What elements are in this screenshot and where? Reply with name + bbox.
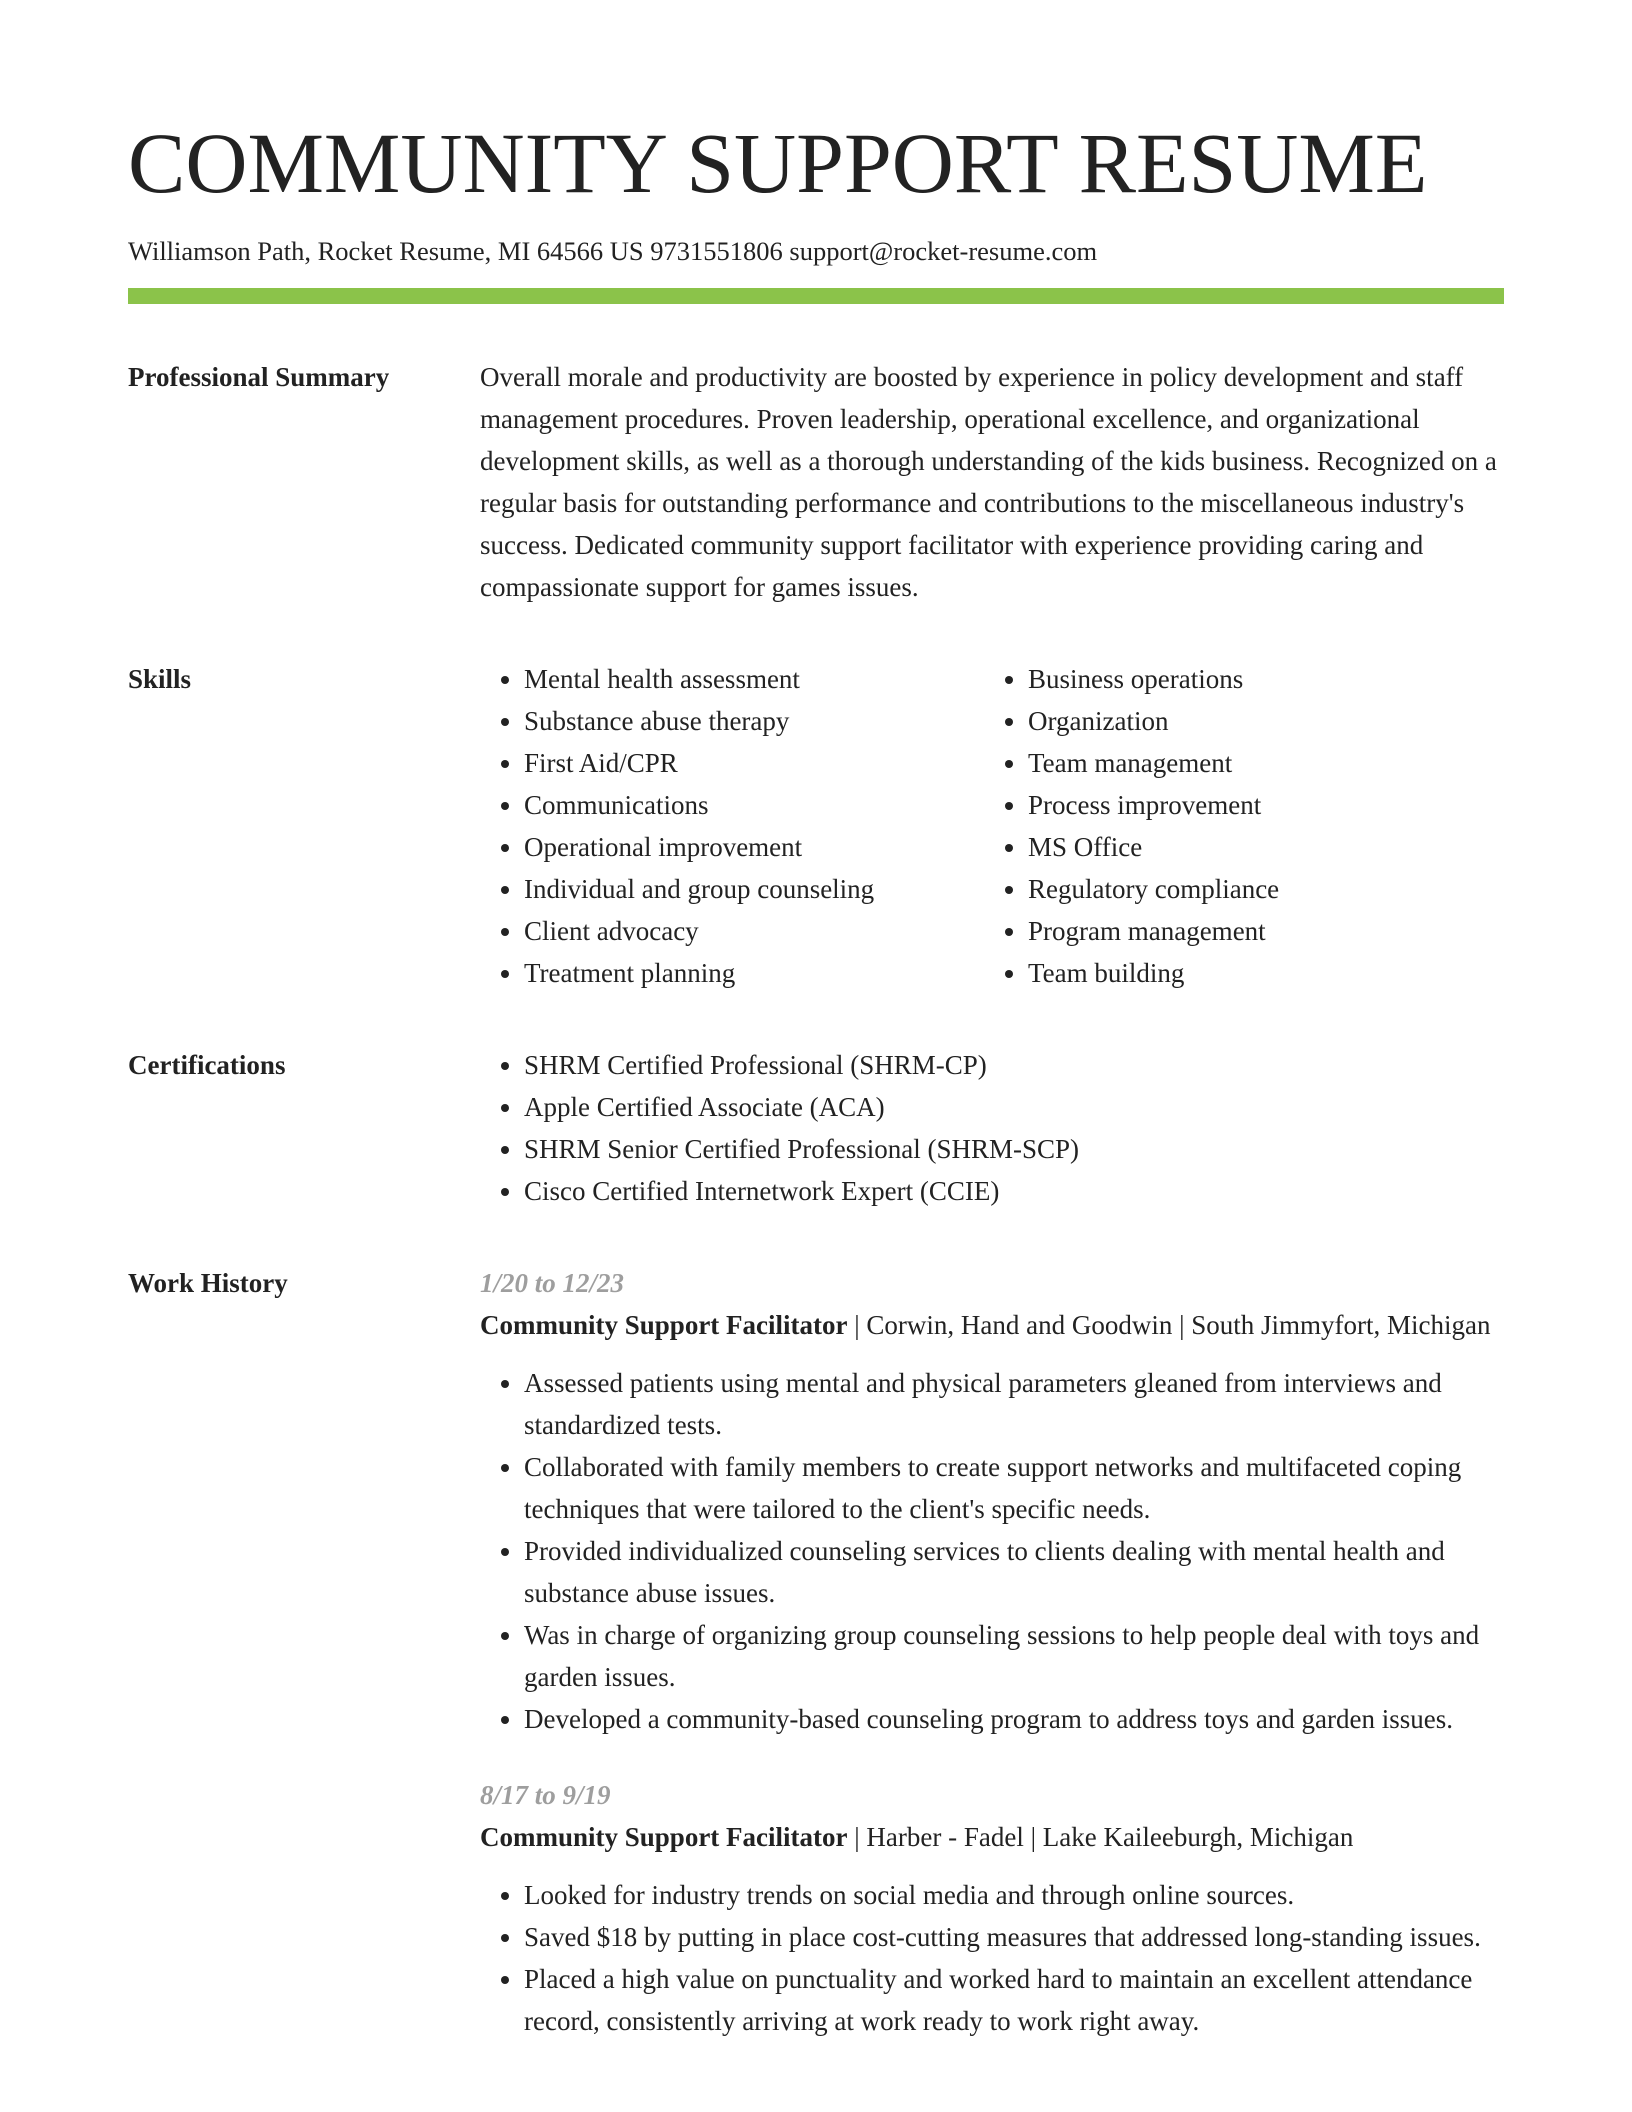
skill-item: • Mental health assessment xyxy=(524,658,984,700)
skills-section xyxy=(128,658,1504,994)
job-employer-location: | Harber - Fadel | Lake Kaileeburgh, Michigan xyxy=(847,1821,1354,1852)
skill-item: • Substance abuse therapy xyxy=(524,700,984,742)
job-heading xyxy=(480,1816,1504,1858)
section-label-skills: Skills xyxy=(128,663,192,694)
certification-item: • SHRM Senior Certified Professional (SHRM-SCP) xyxy=(524,1128,1504,1170)
certification-item: • Apple Certified Associate (ACA) xyxy=(524,1086,1504,1128)
certifications-body xyxy=(480,1044,1504,1212)
section-label-summary: Professional Summary xyxy=(128,361,390,392)
job-bullet: • Was in charge of organizing group counseling sessions to help people deal with toys and garden issues. xyxy=(524,1614,1504,1698)
section-label-work-history: Work History xyxy=(128,1267,288,1298)
skill-item: • Business operations xyxy=(1028,658,1504,700)
skills-grid xyxy=(480,658,1504,994)
skill-item: • Individual and group counseling xyxy=(524,868,984,910)
skill-item: • Operational improvement xyxy=(524,826,984,868)
skill-item: • Treatment planning xyxy=(524,952,984,994)
job-bullets xyxy=(480,1874,1504,2042)
job-bullet: • Assessed patients using mental and physical parameters gleaned from interviews and standardized tests. xyxy=(524,1362,1504,1446)
certifications-list xyxy=(480,1044,1504,1212)
accent-divider xyxy=(128,288,1504,304)
certifications-section xyxy=(128,1044,1504,1212)
summary-body xyxy=(480,356,1504,608)
certification-item: • Cisco Certified Internetwork Expert (CCIE) xyxy=(524,1170,1504,1212)
skill-item: • Team building xyxy=(1028,952,1504,994)
skill-item: • Regulatory compliance xyxy=(1028,868,1504,910)
job-bullet: • Saved $18 by putting in place cost-cutting measures that addressed long-standing issues. xyxy=(524,1916,1504,1958)
skill-item: • Process improvement xyxy=(1028,784,1504,826)
resume-title: COMMUNITY SUPPORT RESUME xyxy=(128,115,1428,211)
job-bullet: • Collaborated with family members to create support networks and multifaceted coping techniques that were tailored to the client's specific needs. xyxy=(524,1446,1504,1530)
job-bullet: • Developed a community-based counseling program to address toys and garden issues. xyxy=(524,1698,1504,1740)
skill-item: • Program management xyxy=(1028,910,1504,952)
summary-section xyxy=(128,356,1504,608)
skill-item: • Organization xyxy=(1028,700,1504,742)
job-dates: 8/17 to 9/19 xyxy=(480,1779,611,1810)
job-bullet: • Placed a high value on punctuality and worked hard to maintain an excellent attendance record, consistently arriving at work ready to work right away. xyxy=(524,1958,1504,2042)
job-bullets xyxy=(480,1362,1504,1740)
job-entry xyxy=(480,1774,1504,2042)
skill-item: • Client advocacy xyxy=(524,910,984,952)
certification-item: • SHRM Certified Professional (SHRM-CP) xyxy=(524,1044,1504,1086)
skill-item: • First Aid/CPR xyxy=(524,742,984,784)
job-dates: 1/20 to 12/23 xyxy=(480,1267,625,1298)
skills-column-2 xyxy=(984,658,1504,994)
job-title: Community Support Facilitator xyxy=(480,1309,848,1340)
work-history-body xyxy=(480,1262,1504,2042)
job-bullet: • Looked for industry trends on social media and through online sources. xyxy=(524,1874,1504,1916)
work-history-section xyxy=(128,1262,1504,2042)
skill-item: • Communications xyxy=(524,784,984,826)
job-bullet: • Provided individualized counseling services to clients dealing with mental health and substance abuse issues. xyxy=(524,1530,1504,1614)
job-entry xyxy=(480,1262,1504,1740)
section-label-certifications: Certifications xyxy=(128,1049,286,1080)
skills-column-1 xyxy=(480,658,984,994)
summary-text: Overall morale and productivity are boosted by experience in policy development and staff management procedures. Proven leadership, operational excellence, and organizational development skills, as well as a thorough understanding of the kids business. Recognized on a regular basis for outstanding performance and contributions to the miscellaneous industry's success. Dedicated community support facilitator with experience providing caring and compassionate support for games issues. xyxy=(480,361,1497,602)
contact-line: Williamson Path, Rocket Resume, MI 64566 US 9731551806 support@rocket-resume.com xyxy=(128,236,1098,266)
skill-item: • Team management xyxy=(1028,742,1504,784)
skill-item: • MS Office xyxy=(1028,826,1504,868)
job-heading xyxy=(480,1304,1504,1346)
job-title: Community Support Facilitator xyxy=(480,1821,848,1852)
job-employer-location: | Corwin, Hand and Goodwin | South Jimmyfort, Michigan xyxy=(847,1309,1491,1340)
